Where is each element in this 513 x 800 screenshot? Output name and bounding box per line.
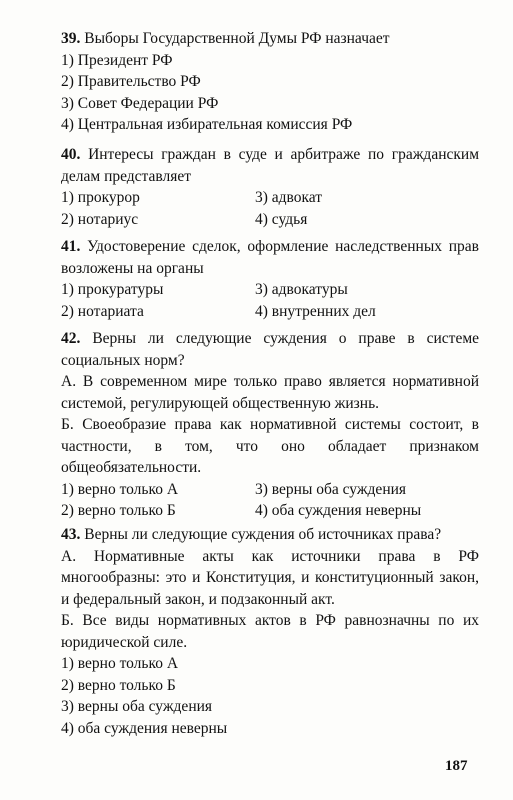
answer-option: 3) верны оба суждения [61,698,213,715]
question-stem [61,236,479,279]
answer-option: 1) прокуратуры [61,281,164,298]
answer-option: 4) судья [255,210,308,228]
question-stem [61,28,479,50]
options-grid [61,279,479,322]
answer-option: 4) оба суждения неверны [255,502,422,519]
answer-option: 3) Совет Федерации РФ [61,94,219,112]
question-number: 42. [61,330,81,347]
answer-option: 3) адвокатуры [255,281,348,298]
answer-option: 1) верно только А [61,480,179,498]
answer-option: 2) нотариус [61,210,139,228]
answer-option: 1) Президент РФ [61,51,173,69]
statement-b: Б. Своеобразие права как нормативной системы состоит, в частности, в том, что оно обладает признаком общеобязательности. [61,416,479,476]
question-text: Интересы граждан в суде и арбитраже по гражданским делам представляет [61,146,480,185]
answer-option: 1) прокурор [61,189,140,206]
question-text: Выборы Государственной Думы РФ назначает [84,30,390,47]
question-stem [61,144,479,187]
answer-option: 2) Правительство РФ [61,73,201,90]
question-number: 40. [61,146,81,163]
question-number: 39. [61,30,81,47]
question-stem [61,328,479,371]
page-number: 187 [445,758,468,774]
statement-a: А. В современном мире только право является нормативной системой, регулирующей общественную жизнь. [61,373,479,412]
question-text: Верны ли следующие суждения о праве в системе социальных норм? [61,330,480,369]
question-stem [61,524,479,546]
question-39 [61,28,479,136]
options-grid [61,479,479,522]
answer-option: 2) верно только Б [61,502,176,519]
answer-option: 4) Центральная избирательная комиссия РФ [61,116,353,133]
question-text: Верны ли следующие суждения об источниках права? [84,526,442,543]
question-number: 41. [61,238,81,255]
answer-option: 1) верно только А [61,655,179,672]
answer-option: 4) внутренних дел [255,302,376,320]
question-40 [61,144,479,230]
question-43 [61,524,479,739]
question-42 [61,328,479,522]
options-grid [61,187,479,230]
question-number: 43. [61,526,81,543]
answer-option: 3) верны оба суждения [255,480,407,498]
answer-option: 2) нотариата [61,302,144,320]
question-text: Удостоверение сделок, оформление наследственных прав возложены на органы [61,238,480,277]
statement-a: А. Нормативные акты как источники права в РФ многообразны: это и Конституция, и конституционный закон, и федеральный закон, и подзаконный акт. [61,547,479,608]
answer-option: 3) адвокат [255,189,323,206]
answer-option: 4) оба суждения неверны [61,719,228,737]
answer-option: 2) верно только Б [61,676,176,694]
question-41 [61,236,479,322]
statement-b: Б. Все виды нормативных актов в РФ равнозначны по их юридической силе. [61,612,479,651]
